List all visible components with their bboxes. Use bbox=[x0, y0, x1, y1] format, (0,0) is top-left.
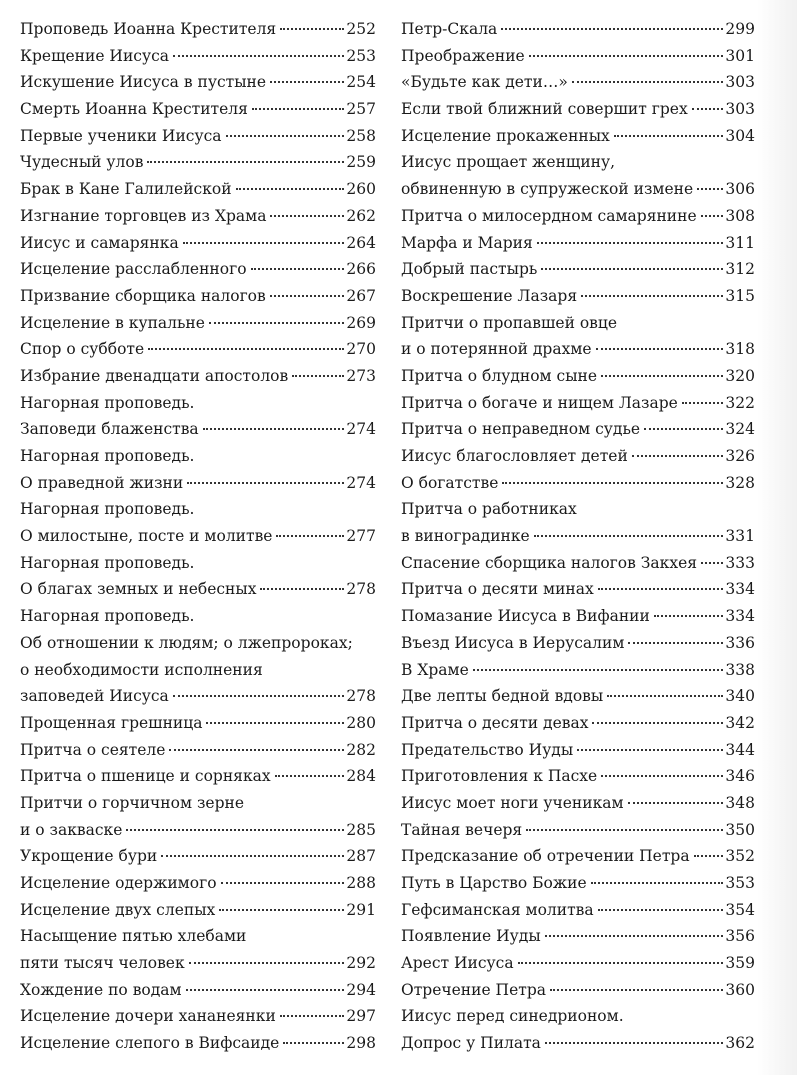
dot-leader bbox=[607, 695, 723, 697]
toc-entry-title: Притча о пшенице и сорняках bbox=[20, 767, 271, 786]
toc-entry-title: пяти тысяч человек bbox=[20, 954, 185, 973]
dot-leader bbox=[596, 348, 724, 350]
toc-entry bbox=[401, 123, 755, 150]
toc-entry-page-number: 292 bbox=[346, 954, 376, 973]
toc-entry-title: Притча о сеятеле bbox=[20, 740, 166, 759]
toc-entry bbox=[20, 123, 376, 150]
toc-entry-page-number: 334 bbox=[725, 607, 755, 626]
toc-entry-title: Об отношении к людям; о лжепророках; bbox=[20, 633, 353, 652]
toc-entry bbox=[20, 176, 376, 203]
toc-entry bbox=[401, 310, 755, 337]
toc-entry-title: Притча о десяти девах bbox=[401, 713, 589, 732]
toc-entry-title: Нагорная проповедь. bbox=[20, 500, 195, 519]
toc-entry bbox=[401, 817, 755, 844]
dot-leader bbox=[270, 295, 345, 297]
toc-entry-page-number: 353 bbox=[725, 874, 755, 892]
toc-entry-title: Нагорная проповедь. bbox=[20, 553, 195, 572]
dot-leader bbox=[251, 268, 345, 270]
toc-entry bbox=[401, 1003, 755, 1030]
toc-entry bbox=[20, 69, 376, 96]
toc-entry bbox=[401, 977, 755, 1004]
dot-leader bbox=[545, 1042, 723, 1044]
toc-entry bbox=[20, 763, 376, 790]
toc-entry-page-number: 328 bbox=[725, 473, 755, 492]
toc-entry-title: Притча о неправедном судье bbox=[401, 420, 641, 439]
dot-leader bbox=[701, 562, 723, 564]
dot-leader bbox=[161, 855, 344, 857]
toc-entry-page-number: 331 bbox=[725, 527, 755, 546]
toc-entry bbox=[20, 336, 376, 363]
toc-entry-page-number: 282 bbox=[346, 740, 376, 759]
toc-entry-title: Исцеление расслабленного bbox=[20, 260, 247, 279]
toc-entry-page-number: 301 bbox=[725, 46, 755, 65]
toc-entry-page-number: 308 bbox=[725, 206, 755, 225]
toc-entry-page-number: 306 bbox=[725, 180, 755, 199]
toc-entry-page-number: 274 bbox=[346, 420, 376, 439]
toc-entry-title: Первые ученики Иисуса bbox=[20, 126, 222, 145]
toc-entry-title: Насыщение пятью хлебами bbox=[20, 927, 247, 946]
toc-entry-title: Появление Иуды bbox=[401, 927, 541, 946]
toc-entry bbox=[401, 69, 755, 96]
toc-entry-page-number: 267 bbox=[346, 286, 376, 305]
dot-leader bbox=[280, 28, 344, 30]
toc-entry-page-number: 359 bbox=[725, 954, 755, 973]
dot-leader bbox=[270, 215, 344, 217]
toc-entry bbox=[401, 256, 755, 283]
toc-entry bbox=[20, 1030, 376, 1057]
toc-entry-page-number: 350 bbox=[725, 820, 755, 839]
toc-entry-title: Иисус и самарянка bbox=[20, 233, 179, 252]
toc-entry-page-number: 278 bbox=[346, 687, 376, 706]
dot-leader bbox=[502, 482, 723, 484]
toc-entry bbox=[401, 96, 755, 123]
toc-entry bbox=[401, 443, 755, 470]
toc-entry bbox=[20, 16, 376, 43]
dot-leader bbox=[697, 188, 723, 190]
toc-entry-page-number: 285 bbox=[346, 820, 376, 839]
dot-leader bbox=[276, 535, 344, 537]
toc-entry bbox=[20, 416, 376, 443]
dot-leader bbox=[206, 722, 344, 724]
toc-entry-title: заповедей Иисуса bbox=[20, 687, 169, 706]
dot-leader bbox=[537, 242, 724, 244]
toc-entry-page-number: 346 bbox=[725, 767, 755, 786]
toc-entry-page-number: 354 bbox=[725, 900, 755, 919]
toc-entry-title: Две лепты бедной вдовы bbox=[401, 687, 604, 706]
toc-entry-page-number: 274 bbox=[346, 473, 376, 492]
toc-entry bbox=[20, 96, 376, 123]
dot-leader bbox=[529, 55, 724, 57]
toc-entry-title: Воскрешение Лазаря bbox=[401, 286, 578, 305]
toc-entry-title: Допрос у Пилата bbox=[401, 1034, 541, 1053]
dot-leader bbox=[592, 722, 723, 724]
dot-leader bbox=[694, 855, 724, 857]
toc-entry bbox=[401, 1030, 755, 1057]
toc-entry-title: О праведной жизни bbox=[20, 473, 184, 492]
toc-entry bbox=[401, 576, 755, 603]
toc-entry-title: Иисус перед синедрионом. bbox=[401, 1007, 624, 1026]
dot-leader bbox=[550, 989, 723, 991]
toc-entry-title: Брак в Кане Галилейской bbox=[20, 180, 232, 199]
toc-entry-title: Предсказание об отречении Петра bbox=[401, 847, 690, 866]
dot-leader bbox=[701, 215, 724, 217]
dot-leader bbox=[148, 348, 344, 350]
toc-entry-page-number: 338 bbox=[725, 660, 755, 679]
toc-entry-page-number: 326 bbox=[725, 447, 755, 465]
dot-leader bbox=[260, 588, 344, 590]
toc-entry bbox=[401, 390, 755, 417]
toc-entry bbox=[20, 870, 376, 897]
toc-entry bbox=[20, 710, 376, 737]
toc-entry bbox=[401, 923, 755, 950]
toc-entry-page-number: 257 bbox=[346, 100, 376, 119]
toc-entry bbox=[20, 897, 376, 924]
toc-entry-title: Петр-Скала bbox=[401, 20, 498, 38]
toc-entry bbox=[20, 977, 376, 1004]
toc-entry-page-number: 280 bbox=[346, 713, 376, 732]
toc-entry-title: Проповедь Иоанна Крестителя bbox=[20, 20, 277, 38]
toc-entry-page-number: 252 bbox=[346, 20, 376, 38]
toc-entry-title: Тайная вечеря bbox=[401, 820, 523, 839]
toc-entry-title: Приготовления к Пасхе bbox=[401, 767, 598, 786]
toc-entry bbox=[401, 43, 755, 70]
toc-entry bbox=[401, 550, 755, 577]
toc-entry-page-number: 260 bbox=[346, 180, 376, 199]
toc-entry-title: Притча о богаче и нищем Лазаре bbox=[401, 393, 678, 412]
toc-entry bbox=[20, 390, 376, 417]
toc-entry-title: Отречение Петра bbox=[401, 980, 546, 999]
toc-entry-page-number: 288 bbox=[346, 874, 376, 892]
toc-entry-title: Чудесный улов bbox=[20, 153, 144, 172]
toc-entry-title: обвиненную в супружеской измене bbox=[401, 180, 694, 199]
dot-leader bbox=[203, 428, 345, 430]
toc-entry-title: и о закваске bbox=[20, 820, 123, 839]
toc-entry-title: о необходимости исполнения bbox=[20, 660, 263, 679]
toc-entry-title: Исцеление двух слепых bbox=[20, 900, 216, 919]
toc-entry bbox=[20, 683, 376, 710]
toc-entry-page-number: 342 bbox=[725, 713, 755, 732]
toc-entry-page-number: 269 bbox=[346, 313, 376, 332]
toc-entry-page-number: 266 bbox=[346, 260, 376, 279]
toc-entry-page-number: 320 bbox=[725, 366, 755, 385]
toc-entry bbox=[20, 843, 376, 870]
toc-entry bbox=[20, 523, 376, 550]
toc-entry-title: Марфа и Мария bbox=[401, 233, 533, 252]
dot-leader bbox=[275, 775, 345, 777]
dot-leader bbox=[173, 55, 344, 57]
toc-entry-title: Искушение Иисуса в пустыне bbox=[20, 73, 267, 92]
toc-entry-page-number: 299 bbox=[725, 20, 755, 38]
toc-entry-page-number: 360 bbox=[725, 980, 755, 999]
toc-entry-title: Исцеление дочери хананеянки bbox=[20, 1007, 276, 1026]
dot-leader bbox=[280, 1015, 345, 1017]
dot-leader bbox=[187, 482, 344, 484]
toc-entry-title: Крещение Иисуса bbox=[20, 46, 170, 65]
toc-entry-page-number: 362 bbox=[725, 1034, 755, 1053]
toc-entry-title: Исцеление в купальне bbox=[20, 313, 205, 332]
dot-leader bbox=[545, 935, 724, 937]
toc-entry bbox=[20, 363, 376, 390]
toc-entry-title: О милостыне, посте и молитве bbox=[20, 527, 273, 546]
toc-entry bbox=[20, 790, 376, 817]
toc-entry bbox=[20, 1003, 376, 1030]
toc-entry-title: Нагорная проповедь. bbox=[20, 607, 195, 626]
toc-entry-title: Нагорная проповедь. bbox=[20, 393, 195, 412]
toc-entry bbox=[401, 470, 755, 497]
toc-entry bbox=[401, 230, 755, 257]
toc-entry-page-number: 297 bbox=[346, 1007, 376, 1026]
toc-entry-page-number: 340 bbox=[725, 687, 755, 706]
toc-entry bbox=[20, 737, 376, 764]
toc-entry-title: Хождение по водам bbox=[20, 980, 182, 999]
toc-entry bbox=[20, 203, 376, 230]
toc-entry-page-number: 303 bbox=[725, 100, 755, 119]
toc-entry bbox=[20, 950, 376, 977]
toc-entry-page-number: 258 bbox=[346, 126, 376, 145]
toc-entry-page-number: 284 bbox=[346, 767, 376, 786]
toc-entry bbox=[401, 630, 755, 657]
dot-leader bbox=[644, 428, 723, 430]
toc-entry-page-number: 262 bbox=[346, 206, 376, 225]
toc-entry bbox=[401, 149, 755, 176]
dot-leader bbox=[501, 28, 723, 30]
toc-entry bbox=[20, 550, 376, 577]
toc-entry-title: В Храме bbox=[401, 660, 469, 679]
toc-entry bbox=[401, 523, 755, 550]
toc-entry-title: Смерть Иоанна Крестителя bbox=[20, 100, 248, 119]
toc-entry bbox=[401, 416, 755, 443]
dot-leader bbox=[598, 588, 724, 590]
toc-entry-page-number: 270 bbox=[346, 340, 376, 359]
toc-entry-page-number: 356 bbox=[725, 927, 755, 946]
dot-leader bbox=[226, 135, 345, 137]
toc-entry bbox=[401, 737, 755, 764]
toc-entry bbox=[401, 683, 755, 710]
dot-leader bbox=[601, 375, 723, 377]
dot-leader bbox=[598, 909, 724, 911]
toc-entry bbox=[20, 470, 376, 497]
dot-leader bbox=[236, 188, 345, 190]
toc-entry-title: Притчи о горчичном зерне bbox=[20, 793, 245, 812]
toc-entry bbox=[20, 256, 376, 283]
toc-entry-title: Прощенная грешница bbox=[20, 713, 203, 732]
toc-entry-title: Исцеление слепого в Вифсаиде bbox=[20, 1034, 280, 1053]
dot-leader bbox=[591, 882, 724, 884]
toc-entry-page-number: 291 bbox=[346, 900, 376, 919]
toc-entry-title: Изгнание торговцев из Храма bbox=[20, 206, 267, 225]
toc-entry bbox=[401, 176, 755, 203]
toc-entry-title: Иисус моет ноги ученикам bbox=[401, 793, 624, 812]
dot-leader bbox=[526, 829, 723, 831]
dot-leader bbox=[601, 775, 723, 777]
toc-entry bbox=[401, 950, 755, 977]
toc-entry bbox=[20, 230, 376, 257]
toc-entry-title: Гефсиманская молитва bbox=[401, 900, 594, 919]
dot-leader bbox=[632, 455, 724, 457]
toc-entry bbox=[20, 923, 376, 950]
dot-leader bbox=[283, 1042, 344, 1044]
dot-leader bbox=[628, 802, 724, 804]
toc-entry-page-number: 318 bbox=[725, 340, 755, 359]
toc-entry bbox=[20, 817, 376, 844]
dot-leader bbox=[614, 135, 724, 137]
toc-entry bbox=[20, 630, 376, 657]
toc-entry-page-number: 277 bbox=[346, 527, 376, 546]
toc-entry-title: «Будьте как дети…» bbox=[401, 73, 568, 92]
dot-leader bbox=[692, 108, 724, 110]
dot-leader bbox=[147, 161, 344, 163]
dot-leader bbox=[186, 989, 345, 991]
toc-entry-page-number: 273 bbox=[346, 366, 376, 385]
toc-entry-title: Заповеди блаженства bbox=[20, 420, 199, 439]
toc-entry-title: Исцеление прокаженных bbox=[401, 126, 610, 145]
toc-entry bbox=[20, 443, 376, 470]
toc-entry bbox=[401, 897, 755, 924]
dot-leader bbox=[219, 909, 344, 911]
toc-entry bbox=[20, 496, 376, 523]
toc-entry-page-number: 334 bbox=[725, 580, 755, 599]
toc-entry-title: в виноградинке bbox=[401, 527, 530, 546]
dot-leader bbox=[221, 882, 345, 884]
page-edge-shadow bbox=[757, 0, 797, 1075]
toc-entry-page-number: 322 bbox=[725, 393, 755, 412]
toc-entry bbox=[401, 203, 755, 230]
toc-right-column bbox=[401, 16, 755, 1057]
dot-leader bbox=[577, 749, 723, 751]
dot-leader bbox=[581, 295, 723, 297]
dot-leader bbox=[292, 375, 344, 377]
toc-entry-title: Призвание сборщика налогов bbox=[20, 286, 266, 305]
toc-entry-title: Преображение bbox=[401, 46, 525, 65]
toc-entry-title: Если твой ближний совершит грех bbox=[401, 100, 688, 119]
toc-entry-page-number: 311 bbox=[725, 233, 755, 252]
toc-entry bbox=[401, 283, 755, 310]
dot-leader bbox=[270, 81, 344, 83]
toc-entry-page-number: 344 bbox=[725, 740, 755, 759]
toc-entry-title: Добрый пастырь bbox=[401, 260, 538, 279]
toc-entry bbox=[401, 710, 755, 737]
toc-entry-page-number: 312 bbox=[725, 260, 755, 279]
toc-entry bbox=[401, 336, 755, 363]
toc-entry-title: Нагорная проповедь. bbox=[20, 447, 195, 465]
toc-entry-page-number: 333 bbox=[725, 553, 755, 572]
toc-entry-title: Притчи о пропавшей овце bbox=[401, 313, 618, 332]
toc-left-column bbox=[20, 16, 376, 1057]
toc-entry-page-number: 303 bbox=[725, 73, 755, 92]
dot-leader bbox=[126, 829, 344, 831]
toc-entry-title: Помазание Иисуса в Вифании bbox=[401, 607, 650, 626]
dot-leader bbox=[189, 962, 345, 964]
toc-entry bbox=[20, 576, 376, 603]
toc-entry-page-number: 259 bbox=[346, 153, 376, 172]
toc-entry-title: Притча о блудном сыне bbox=[401, 366, 598, 385]
toc-entry bbox=[20, 603, 376, 630]
toc-entry bbox=[401, 657, 755, 684]
dot-leader bbox=[252, 108, 344, 110]
toc-entry-title: Спор о субботе bbox=[20, 340, 145, 359]
toc-entry-title: Исцеление одержимого bbox=[20, 874, 217, 892]
toc-entry-page-number: 253 bbox=[346, 46, 376, 65]
dot-leader bbox=[572, 81, 724, 83]
toc-entry-title: О благах земных и небесных bbox=[20, 580, 257, 599]
toc-entry-page-number: 287 bbox=[346, 847, 376, 866]
toc-entry-page-number: 315 bbox=[725, 286, 755, 305]
toc-entry-title: Иисус благословляет детей bbox=[401, 447, 628, 465]
toc-entry-title: Путь в Царство Божие bbox=[401, 874, 587, 892]
toc-entry-title: Въезд Иисуса в Иерусалим bbox=[401, 633, 625, 652]
toc-entry-page-number: 298 bbox=[346, 1034, 376, 1053]
toc-entry-page-number: 348 bbox=[725, 793, 755, 812]
toc-entry bbox=[401, 363, 755, 390]
dot-leader bbox=[518, 962, 724, 964]
toc-entry-page-number: 278 bbox=[346, 580, 376, 599]
toc-entry bbox=[20, 310, 376, 337]
toc-entry-title: Спасение сборщика налогов Закхея bbox=[401, 553, 698, 572]
dot-leader bbox=[169, 749, 344, 751]
toc-entry-page-number: 254 bbox=[346, 73, 376, 92]
toc-entry bbox=[401, 496, 755, 523]
dot-leader bbox=[682, 402, 724, 404]
dot-leader bbox=[183, 242, 345, 244]
dot-leader bbox=[541, 268, 723, 270]
toc-entry bbox=[20, 283, 376, 310]
toc-entry bbox=[401, 790, 755, 817]
toc-entry-page-number: 264 bbox=[346, 233, 376, 252]
toc-entry-title: Притча о работниках bbox=[401, 500, 577, 519]
toc-entry-page-number: 324 bbox=[725, 420, 755, 439]
toc-entry-page-number: 336 bbox=[725, 633, 755, 652]
toc-entry bbox=[401, 870, 755, 897]
toc-entry bbox=[20, 43, 376, 70]
toc-entry-page-number: 294 bbox=[346, 980, 376, 999]
dot-leader bbox=[173, 695, 345, 697]
toc-entry-page-number: 304 bbox=[725, 126, 755, 145]
toc-entry-title: Арест Иисуса bbox=[401, 954, 514, 973]
toc-entry-title: Укрощение бури bbox=[20, 847, 158, 866]
toc-entry bbox=[20, 149, 376, 176]
dot-leader bbox=[209, 322, 344, 324]
toc-entry-title: и о потерянной драхме bbox=[401, 340, 592, 359]
toc-entry-title: Иисус прощает женщину, bbox=[401, 153, 616, 172]
toc-entry-title: Притча о милосердном самарянине bbox=[401, 206, 697, 225]
toc-entry bbox=[401, 603, 755, 630]
toc-entry bbox=[20, 657, 376, 684]
dot-leader bbox=[534, 535, 724, 537]
toc-entry bbox=[401, 843, 755, 870]
toc-entry bbox=[401, 16, 755, 43]
toc-entry-title: Избрание двенадцати апостолов bbox=[20, 366, 289, 385]
dot-leader bbox=[473, 669, 724, 671]
toc-entry-title: Притча о десяти минах bbox=[401, 580, 594, 599]
dot-leader bbox=[654, 615, 724, 617]
toc-entry-title: Предательство Иуды bbox=[401, 740, 574, 759]
toc-entry bbox=[401, 763, 755, 790]
dot-leader bbox=[628, 642, 723, 644]
toc-entry-page-number: 352 bbox=[725, 847, 755, 866]
toc-entry-title: О богатстве bbox=[401, 473, 499, 492]
